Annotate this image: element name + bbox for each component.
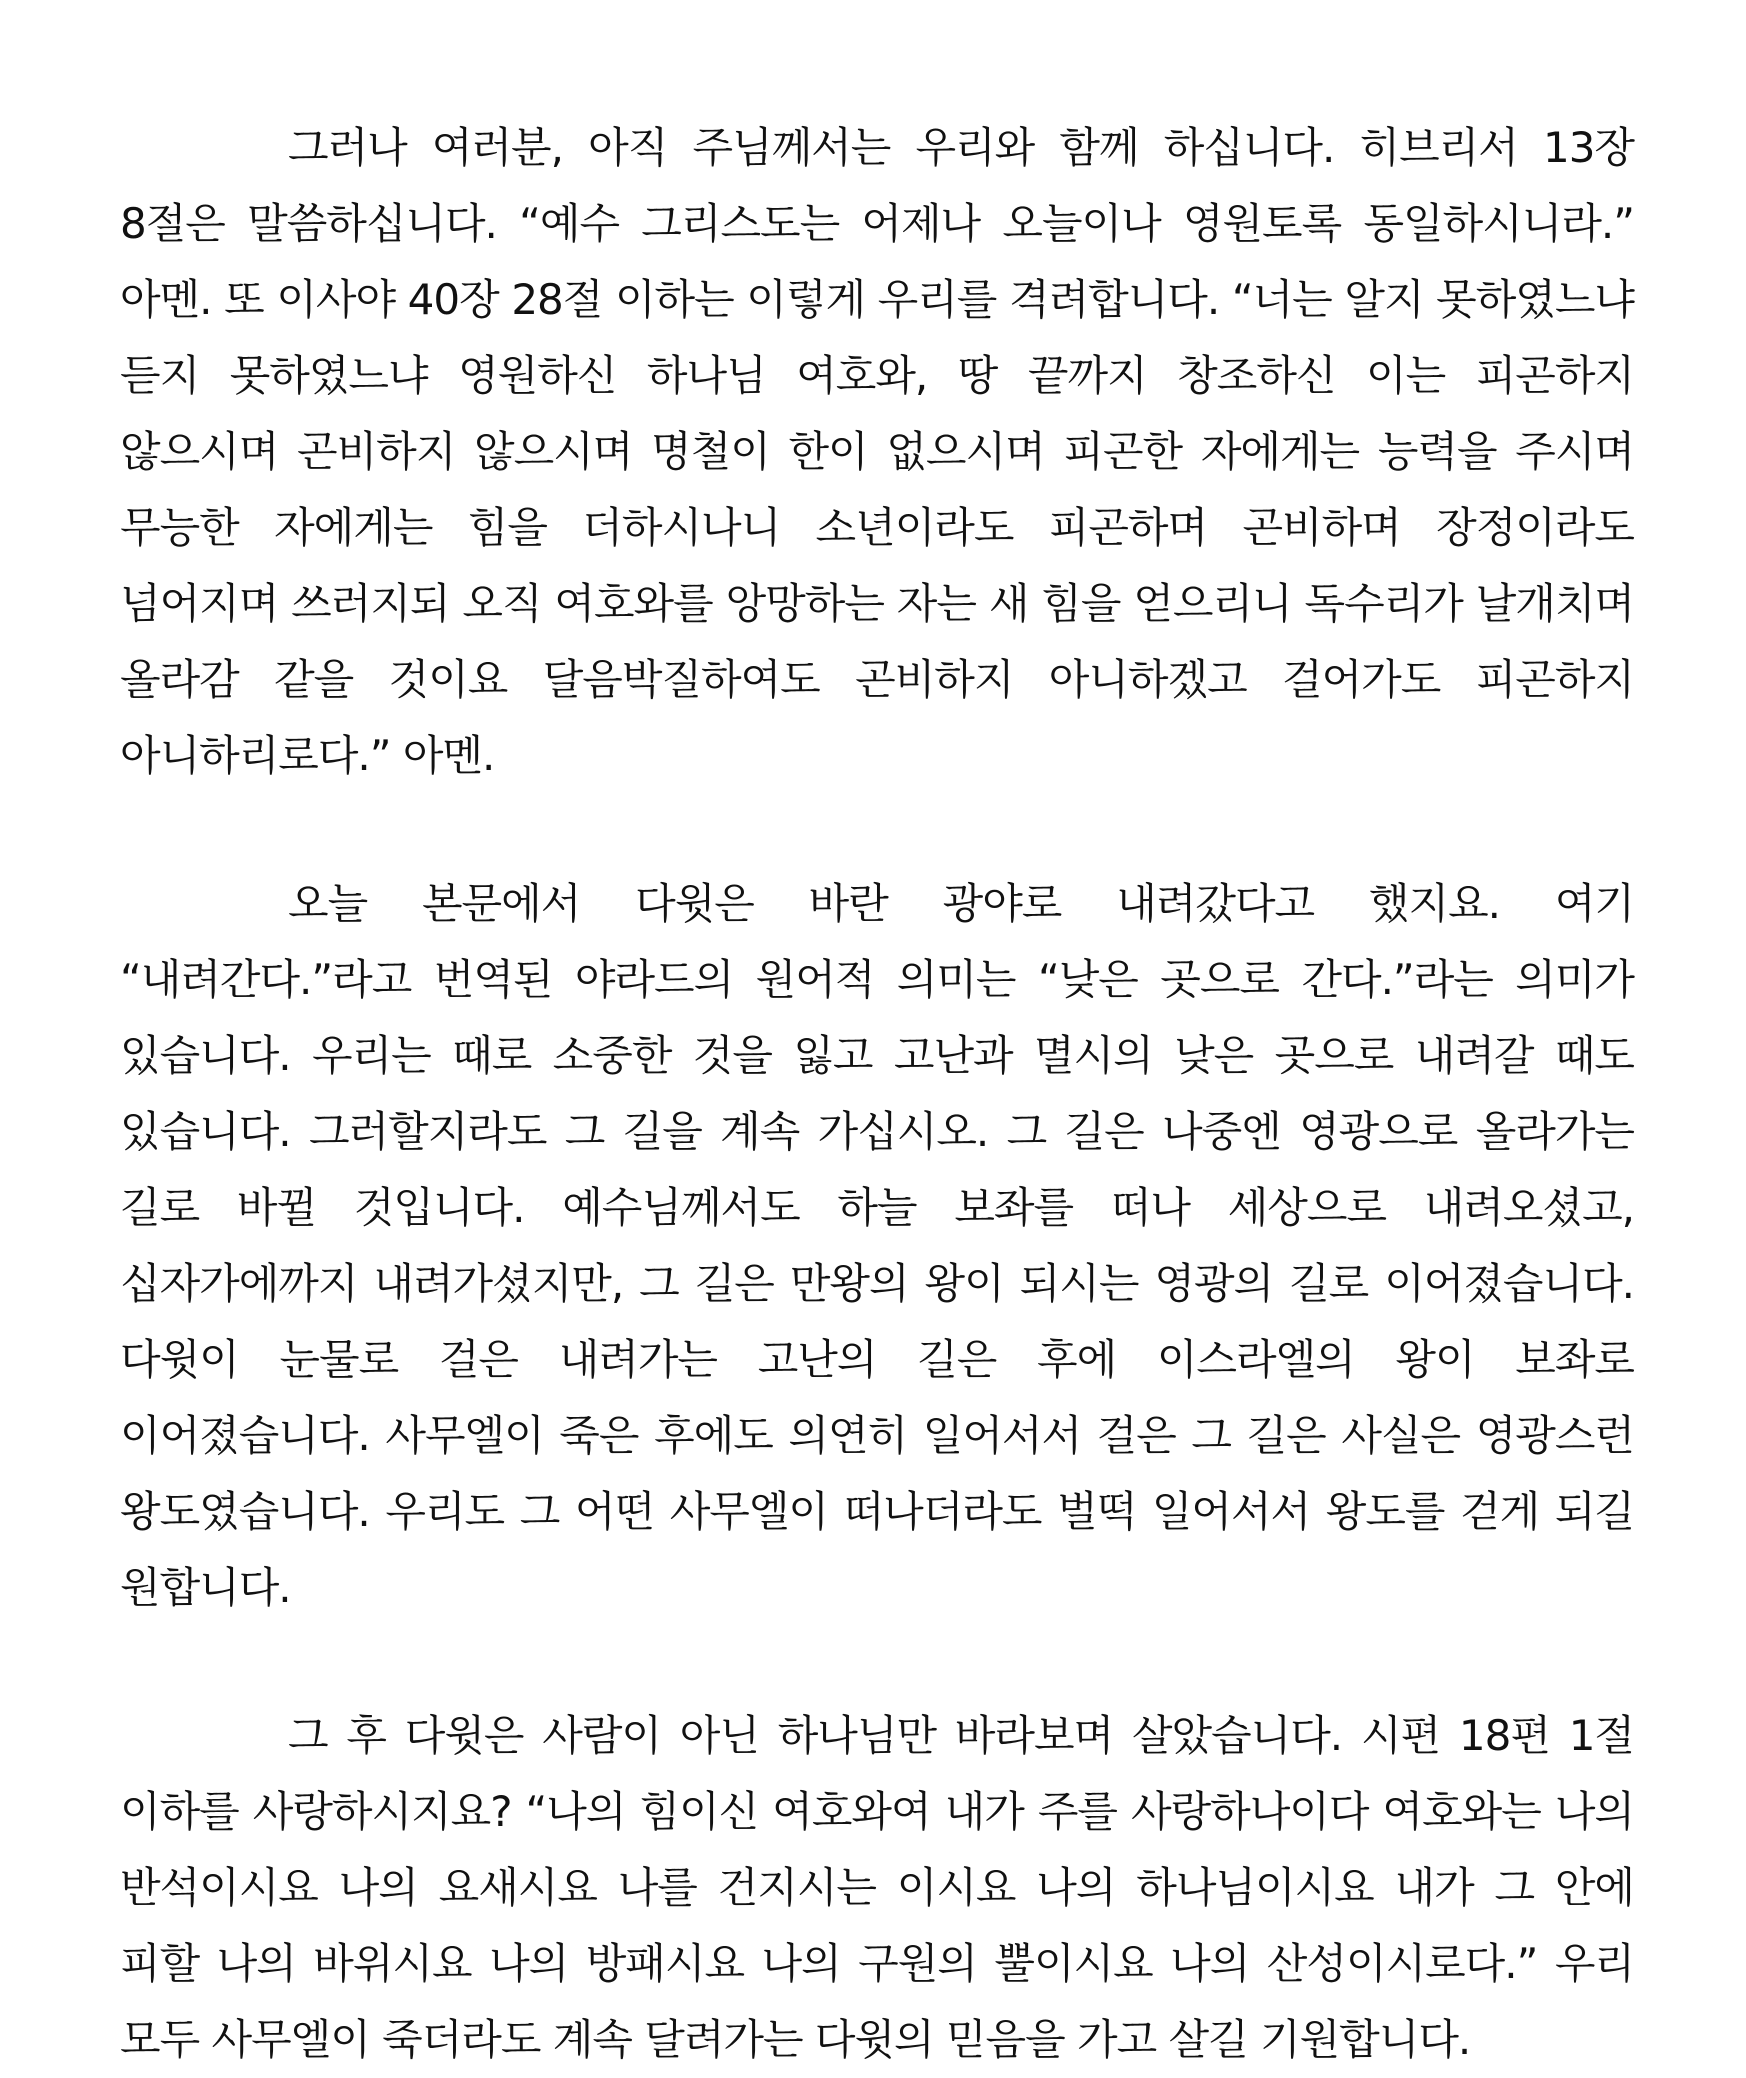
document-page (120, 110, 1634, 2078)
paragraph-3: 그 후 다윗은 사람이 아닌 하나님만 바라보며 살았습니다. 시편 18편 1절 이하를 사랑하시지요? “나의 힘이신 여호와여 내가 주를 사랑하나이다 여호와는 나의 반석이시요 나의 요새시요 나를 건지시는 이시요 나의 하나님이시요 내가 그 안에 피할 나의 바위시요 나의 방패시요 나의 구원의 뿔이시요 나의 산성이시로다.” 우리 모두 사무엘이 죽더라도 계속 달려가는 다윗의 믿음을 가고 살길 기원합니다. (120, 1711, 1634, 2064)
paragraph-2: 오늘 본문에서 다윗은 바란 광야로 내려갔다고 했지요. 여기 “내려간다.”라고 번역된 야라드의 원어적 의미는 “낮은 곳으로 간다.”라는 의미가 있습니다. 우리는 때로 소중한 것을 잃고 고난과 멸시의 낮은 곳으로 내려갈 때도 있습니다. 그러할지라도 그 길을 계속 가십시오. 그 길은 나중엔 영광으로 올라가는 길로 바뀔 것입니다. 예수님께서도 하늘 보좌를 떠나 세상으로 내려오셨고, 십자가에까지 내려가셨지만, 그 길은 만왕의 왕이 되시는 영광의 길로 이어졌습니다. 다윗이 눈물로 걸은 내려가는 고난의 길은 후에 이스라엘의 왕이 보좌로 이어졌습니다. 사무엘이 죽은 후에도 의연히 일어서서 걸은 그 길은 사실은 영광스런 왕도였습니다. 우리도 그 어떤 사무엘이 떠나더라도 벌떡 일어서서 왕도를 걷게 되길 원합니다. (120, 879, 1634, 1612)
paragraph-1: 그러나 여러분, 아직 주님께서는 우리와 함께 하십니다. 히브리서 13장 8절은 말씀하십니다. “예수 그리스도는 어제나 오늘이나 영원토록 동일하시니라.” 아멘. 또 이사야 40장 28절 이하는 이렇게 우리를 격려합니다. “너는 알지 못하였느냐 듣지 못하였느냐 영원하신 하나님 여호와, 땅 끝까지 창조하신 이는 피곤하지 않으시며 곤비하지 않으시며 명철이 한이 없으시며 피곤한 자에게는 능력을 주시며 무능한 자에게는 힘을 더하시나니 소년이라도 피곤하며 곤비하며 장정이라도 넘어지며 쓰러지되 오직 여호와를 앙망하는 자는 새 힘을 얻으리니 독수리가 날개치며 올라감 같을 것이요 달음박질하여도 곤비하지 아니하겠고 걸어가도 피곤하지 아니하리로다.” 아멘. (120, 123, 1634, 780)
